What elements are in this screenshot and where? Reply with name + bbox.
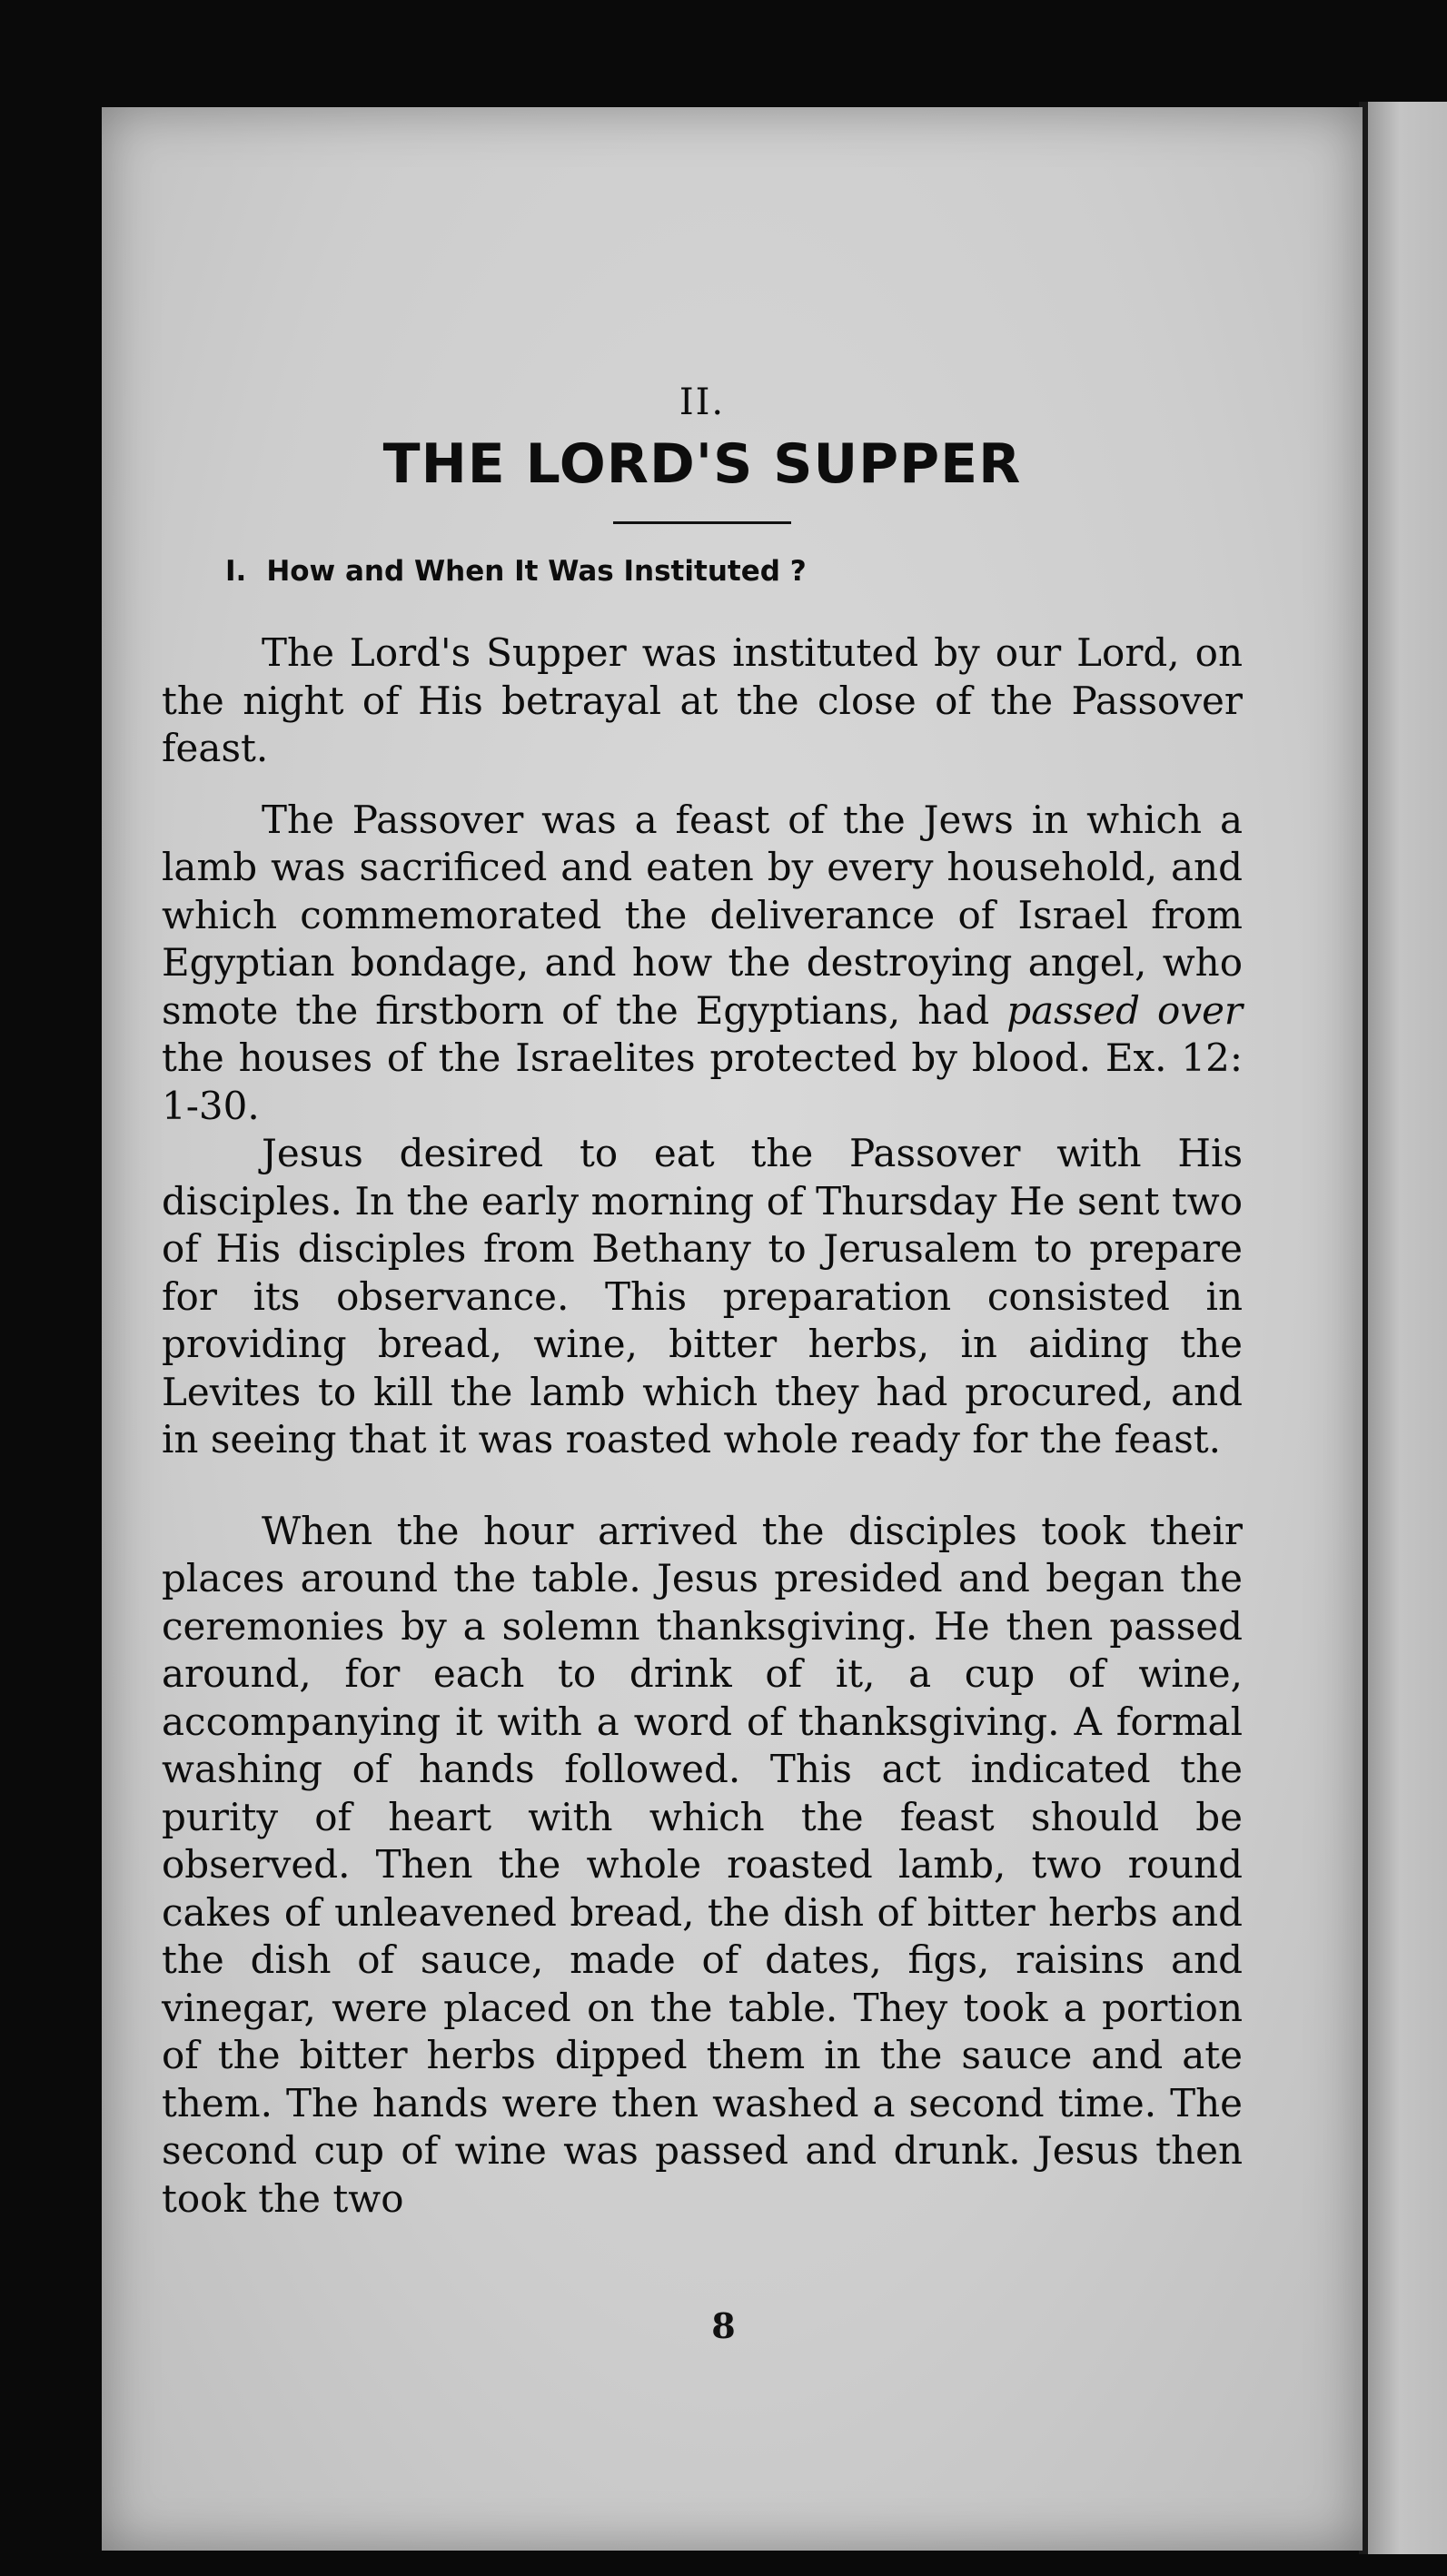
paragraph-1: The Lord's Supper was instituted by our Lord, on the night of His betrayal at the close of the Passover feast.	[162, 630, 1243, 770]
paragraph-2-text-a: The Passover was a feast of the Jews in which a lamb was sacrificed and eaten by every household, and which commemorated the deliverance of Israel from Egyptian bondage, and how the destroying angel, who smote the firstborn of the Egyptians, had	[162, 797, 1243, 1033]
paragraph-3: Jesus desired to eat the Passover with His disciples. In the early morning of Thursday He sent two of His disciples from Bethany to Jerusalem to prepare for its observance. This preparation consisted in providing bread, wine, bitter herbs, in aiding the Levites to kill the lamb which they had procured, and in seeing that it was roasted whole ready for the feast.	[162, 1131, 1243, 1461]
paragraph-2-text-b: the houses of the Israelites protected by blood. Ex. 12: 1-30.	[162, 1035, 1243, 1128]
title-rule	[613, 521, 791, 524]
section-number: I.	[225, 555, 247, 588]
page-number: 8	[711, 2305, 736, 2346]
paragraph-2-italic: passed over	[1006, 987, 1243, 1033]
chapter-title: THE LORD'S SUPPER	[382, 432, 1022, 496]
paragraph-4: When the hour arrived the disciples took their places around the table. Jesus presided and began the ceremonies by a solemn thanksgiving. He then passed around, for each to drink of it, a cup of wine, accompanying it with a word of thanksgiving. A formal washing of hands followed. This act indicated the purity of heart with which the feast should be observed. Then the whole roasted lamb, two round cakes of unleavened bread, the dish of bitter herbs and the dish of sauce, made of dates, figs, raisins and vinegar, were placed on the table. They took a portion of the bitter herbs dipped them in the sauce and ate them. The hands were then washed a second time. The second cup of wine was passed and drunk. Jesus then took the two	[162, 1508, 1243, 2221]
section-heading	[225, 555, 1243, 588]
adjacent-page-edge	[1368, 102, 1447, 2554]
chapter-number: II.	[679, 381, 726, 423]
page-text-block	[162, 381, 1243, 2223]
section-heading-text: How and When It Was Instituted ?	[266, 555, 807, 588]
paragraph-2	[162, 797, 1243, 1131]
